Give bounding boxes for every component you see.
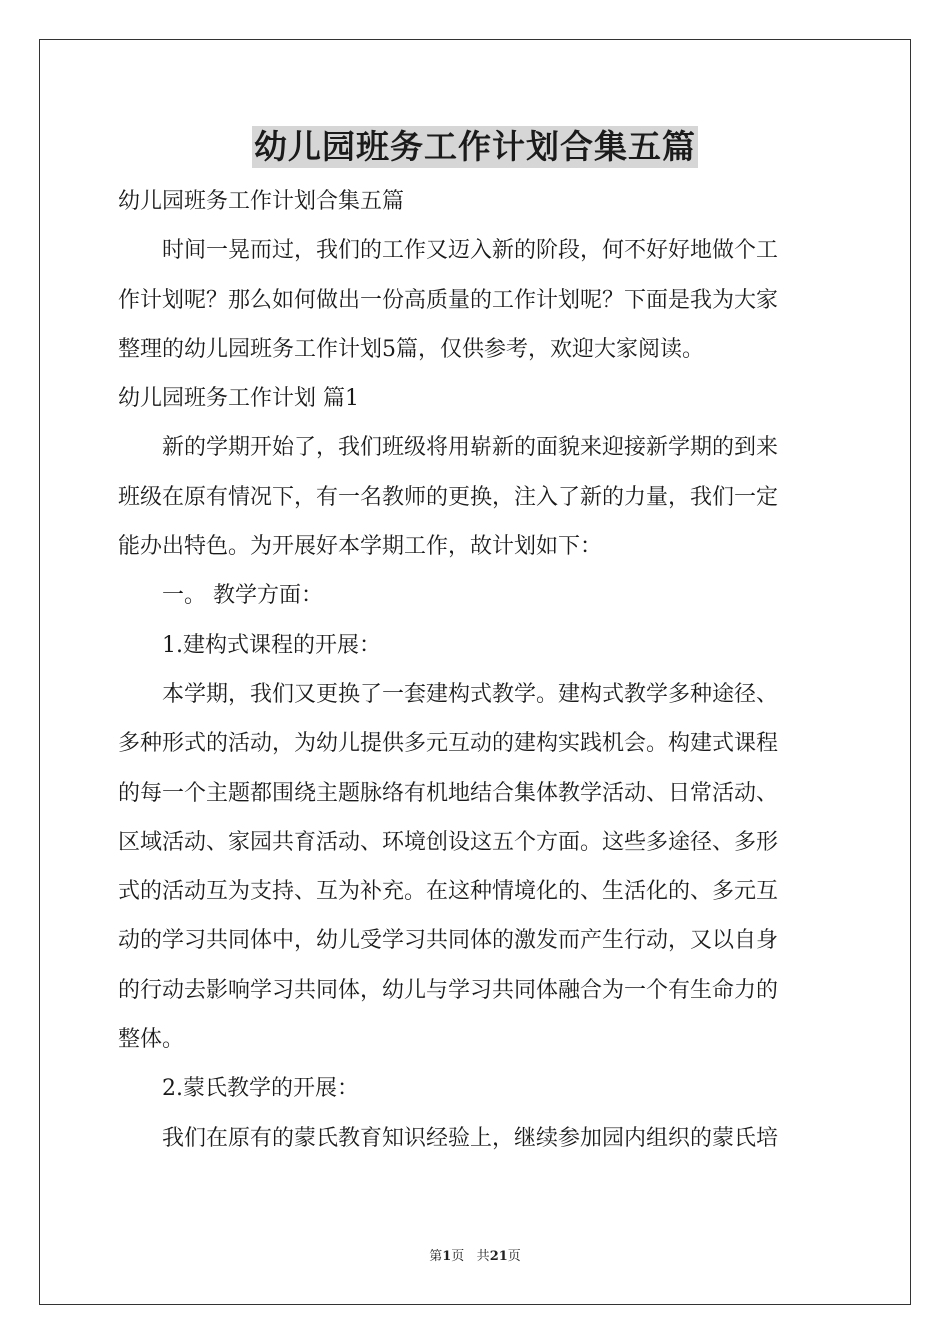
page-footer [0,1245,950,1264]
document-title: 幼儿园班务工作计划合集五篇 [254,127,696,166]
subheading-line: 1.建构式课程的开展： [162,632,381,658]
subheading-line: 一。 教学方面： [162,583,323,609]
section-heading: 幼儿园班务工作计划 篇1 [118,386,359,412]
paragraph-line: 的行动去影响学习共同体，幼儿与学习共同体融合为一个有生命力的 [118,977,779,1003]
paragraph-line: 的每一个主题都围绕主题脉络有机地结合集体教学活动、日常活动、 [118,780,779,806]
paragraph-line: 能办出特色。为开展好本学期工作，故计划如下： [118,534,603,560]
paragraph-line: 动的学习共同体中，幼儿受学习共同体的激发而产生行动，又以自身 [118,928,779,954]
title-container [0,126,950,168]
page-suffix: 页 [451,1249,465,1264]
paragraph-line: 时间一晃而过，我们的工作又迈入新的阶段，何不好好地做个工 [162,238,779,264]
paragraph-line: 本学期，我们又更换了一套建构式教学。建构式教学多种途径、 [162,681,779,707]
paragraph-line: 新的学期开始了，我们班级将用崭新的面貌来迎接新学期的到来 [162,435,779,461]
page-prefix: 第 [429,1249,443,1264]
paragraph-line: 式的活动互为支持、互为补充。在这种情境化的、生活化的、多元互 [118,879,779,905]
paragraph-line: 整理的幼儿园班务工作计划5篇，仅供参考，欢迎大家阅读。 [118,336,704,362]
paragraph-line: 班级在原有情况下，有一名教师的更换，注入了新的力量，我们一定 [118,484,779,510]
paragraph-line: 区域活动、家园共育活动、环境创设这五个方面。这些多途径、多形 [118,829,779,855]
paragraph-line: 多种形式的活动，为幼儿提供多元互动的建构实践机会。构建式课程 [118,731,779,757]
total-suffix: 页 [507,1249,521,1264]
paragraph-line: 整体。 [118,1027,185,1053]
paragraph-line: 我们在原有的蒙氏教育知识经验上，继续参加园内组织的蒙氏培 [162,1125,779,1151]
page-number: 1 [442,1249,452,1264]
total-pages: 21 [489,1249,508,1264]
paragraph-line: 作计划呢？那么如何做出一份高质量的工作计划呢？下面是我为大家 [118,287,779,313]
total-prefix: 共 [476,1249,490,1264]
subtitle-line: 幼儿园班务工作计划合集五篇 [118,189,405,214]
document-body [118,177,838,1163]
subheading-line: 2.蒙氏教学的开展： [162,1076,359,1102]
